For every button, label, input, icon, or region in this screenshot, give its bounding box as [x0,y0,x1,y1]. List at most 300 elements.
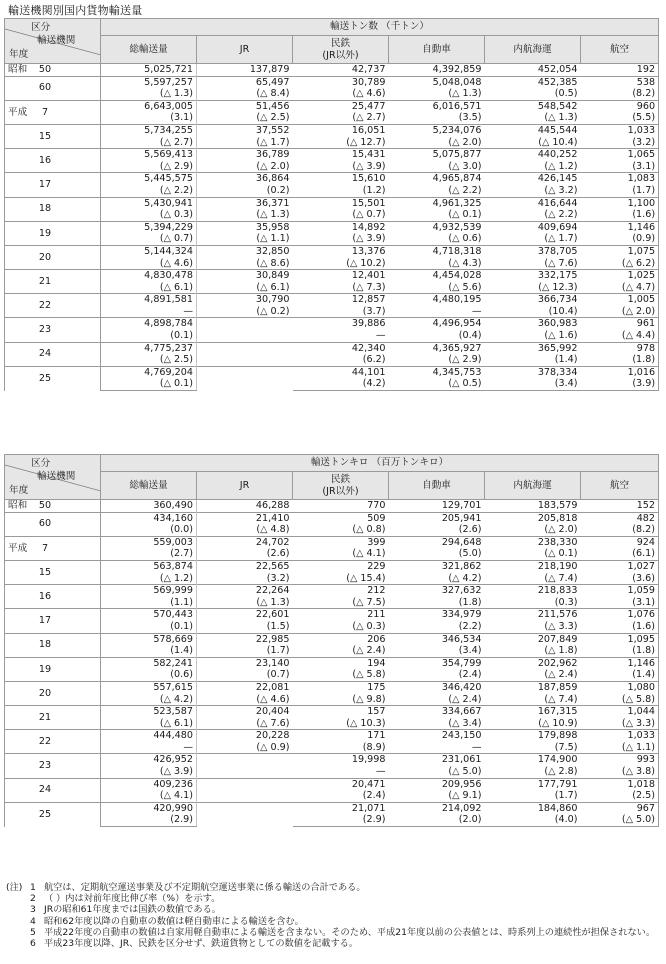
value-cell-jr: 46,288 [197,500,293,512]
change-cell-mintetsu: (2.4) [362,790,386,802]
fiscal-year-cell [5,802,101,826]
value-cell-coastal: 202,962 [485,657,581,669]
value-cell-jr [197,802,293,826]
table-row [5,730,659,742]
table-row [5,585,659,597]
change-cell-auto: (△ 3.4) [448,717,482,729]
change-cell-mintetsu: (1.2) [362,184,386,196]
year-number: 18 [38,203,52,215]
change-cell-mintetsu: (2.9) [293,814,389,826]
change-cell-coastal: (△ 2.0) [544,524,578,536]
footnote-text: 平成23年度以降、JR、民鉄を区分せず、鉄道貨物としての数値を記載する。 [44,938,359,950]
year-number: 16 [38,154,52,166]
value-cell-mintetsu: 20,471 [293,778,389,790]
footnote-text: JRの昭和61年度までは国鉄の数値である。 [44,904,221,916]
change-cell-total: (2.9) [101,814,197,826]
value-cell-total: 569,999 [101,585,197,597]
year-number: 18 [38,639,52,651]
footnote-number: 1 [30,882,36,893]
change-cell-coastal: (△ 3.3) [544,620,578,632]
column-header-coastal [485,472,581,500]
change-cell-coastal: (△ 7.6) [544,257,578,269]
change-cell-total: (△ 1.2) [101,573,197,585]
change-cell-auto: (△ 1.3) [448,88,482,100]
value-cell-jr: 22,601 [197,609,293,621]
year-number: 17 [38,179,52,191]
value-cell-mintetsu: 12,857 [293,294,389,306]
table-row [5,318,659,330]
value-cell-mintetsu: 12,401 [293,270,389,282]
column-header-mintetsu [293,36,389,64]
change-cell-total: (△ 2.5) [101,354,197,366]
change-cell-mintetsu: (△ 0.3) [352,620,386,632]
change-cell-coastal: (1.7) [554,790,578,802]
value-cell-auto: 205,941 [389,512,485,524]
column-header-total [101,36,197,64]
value-cell-total: 4,775,237 [101,342,197,354]
value-cell-total: 5,430,941 [101,197,197,209]
value-cell-auto: 327,632 [389,585,485,597]
change-cell-total: — [101,742,197,754]
change-cell-mintetsu: (6.2) [362,354,386,366]
column-header-label: 総輸送量 [129,479,168,491]
table-row [5,100,659,112]
column-header-jr [197,472,293,500]
change-cell-mintetsu: — [375,766,386,778]
change-row [5,378,659,390]
change-cell-jr: (△ 8.6) [256,257,290,269]
value-cell-coastal: 548,542 [485,100,581,112]
value-cell-mintetsu: 212 [293,585,389,597]
change-cell-jr: (△ 1.3) [256,209,290,221]
change-cell-jr: (1.5) [266,620,290,632]
value-cell-air: 1,027 [581,560,659,572]
value-cell-air: 1,146 [581,657,659,669]
value-cell-coastal: 184,860 [485,802,581,814]
value-cell-mintetsu: 399 [293,536,389,548]
fiscal-year-cell [5,294,101,318]
table-row [5,149,659,161]
value-cell-mintetsu: 211 [293,609,389,621]
value-cell-jr: 20,404 [197,706,293,718]
change-cell-auto: (△ 0.6) [448,233,482,245]
change-cell-air: (3.9) [581,378,659,390]
change-row [5,694,659,706]
column-header-total [101,472,197,500]
year-number: 24 [38,784,52,796]
year-number: 15 [38,130,52,142]
change-cell-coastal: (4.0) [485,814,581,826]
change-cell-auto: (1.8) [458,596,482,608]
table-row [5,536,659,548]
value-cell-auto: 231,061 [389,754,485,766]
table-row [5,270,659,282]
change-cell-air: (△ 6.2) [581,258,659,270]
change-cell-auto: (△ 2.0) [448,136,482,148]
era-name: 昭和 [8,500,28,511]
change-cell-mintetsu: — [375,330,386,342]
change-cell-coastal: (△ 2.8) [544,766,578,778]
footnote-number: 6 [30,938,36,950]
change-cell-total: (0.1) [101,621,197,633]
value-cell-auto: 214,092 [389,802,485,814]
value-cell-jr: 30,790 [197,294,293,306]
change-cell-air: (3.1) [581,597,659,609]
value-cell-coastal: 426,145 [485,173,581,185]
change-cell-total: (2.7) [101,548,197,560]
year-number: 50 [38,64,52,75]
value-cell-coastal: 360,983 [485,318,581,330]
value-cell-total: 4,891,581 [101,294,197,306]
value-cell-total: 570,443 [101,609,197,621]
table-row [5,633,659,645]
column-header-auto [389,36,485,64]
value-cell-jr: 20,228 [197,730,293,742]
change-cell-jr: (△ 1.7) [256,136,290,148]
change-cell-total: (△ 2.7) [101,137,197,149]
column-header-air [581,36,659,64]
footnotes [6,882,656,949]
table-row [5,366,659,378]
value-cell-air: 978 [581,342,659,354]
value-cell-coastal: 167,315 [485,706,581,718]
value-cell-coastal: 174,900 [485,754,581,766]
fiscal-year-cell [5,754,101,778]
change-cell-auto: (△ 5.6) [448,281,482,293]
value-cell-jr: 21,410 [197,512,293,524]
year-number: 7 [41,106,49,118]
fiscal-year-cell [5,366,101,390]
change-cell-mintetsu: (△ 10.2) [346,257,386,269]
table-row [5,754,659,766]
column-header-label: 民鉄 [330,473,351,485]
table-row [5,64,659,76]
value-cell-air: 1,016 [581,366,659,378]
value-cell-coastal: 179,898 [485,730,581,742]
change-cell-jr: (△ 1.1) [256,233,290,245]
change-cell-jr: (△ 2.0) [256,160,290,172]
table-row [5,500,659,512]
value-cell-coastal: 378,705 [485,245,581,257]
table-row [5,76,659,88]
table-row [5,560,659,572]
year-number: 22 [38,736,52,748]
change-row [5,645,659,657]
value-cell-mintetsu: 15,501 [293,197,389,209]
value-cell-auto: 346,534 [389,633,485,645]
footnote-number: 3 [30,904,36,916]
value-cell-coastal: 207,849 [485,633,581,645]
change-cell-mintetsu: (△ 4.1) [352,548,386,560]
footnote-number: 4 [30,915,36,927]
kubun-label: 区分 [31,22,51,33]
value-cell-auto: 4,345,753 [389,366,485,378]
change-cell-coastal: (△ 7.4) [544,693,578,705]
column-header-label: 内航海運 [513,43,552,55]
value-cell-jr [197,366,293,390]
change-cell-coastal: (△ 1.3) [544,112,578,124]
value-cell-total: 5,445,575 [101,173,197,185]
change-cell-air: (△ 2.0) [581,306,659,318]
fiscal-year-label: 年度 [9,485,29,496]
change-cell-jr: (△ 0.2) [256,305,290,317]
fiscal-year-cell [5,197,101,221]
change-cell-mintetsu: (3.7) [362,305,386,317]
change-cell-coastal: (△ 7.4) [544,572,578,584]
column-header-auto [389,472,485,500]
value-cell-jr: 22,565 [197,560,293,572]
year-number: 25 [38,808,52,820]
change-cell-coastal: (△ 2.2) [544,209,578,221]
column-header-coastal [485,36,581,64]
footnote-label [6,904,30,915]
value-cell-air: 967 [581,802,659,814]
value-cell-auto: 4,496,954 [389,318,485,330]
change-cell-auto: — [471,305,482,317]
change-row [5,573,659,585]
value-cell-coastal: 452,385 [485,76,581,88]
corner-header [5,455,101,500]
value-cell-total: 4,898,784 [101,318,197,330]
table-row [5,245,659,257]
change-cell-jr: (△ 2.5) [256,112,290,124]
change-cell-auto: (△ 5.0) [448,766,482,778]
value-cell-air: 1,033 [581,124,659,136]
change-row [5,766,659,778]
footnote-item [6,938,656,949]
change-cell-mintetsu: (△ 2.4) [352,645,386,657]
value-cell-air: 961 [581,318,659,330]
value-cell-coastal: 183,579 [485,500,581,512]
change-cell-air: (1.6) [581,621,659,633]
value-cell-jr: 37,552 [197,124,293,136]
change-cell-air: (1.7) [581,185,659,197]
value-cell-mintetsu: 770 [293,500,389,512]
value-cell-mintetsu: 171 [293,730,389,742]
year-number: 16 [38,590,52,602]
change-cell-mintetsu: (△ 7.5) [352,596,386,608]
value-cell-jr: 22,081 [197,681,293,693]
value-cell-mintetsu: 25,477 [293,100,389,112]
footnote-number: 2 [30,893,36,905]
year-number: 15 [38,566,52,578]
change-row [5,742,659,754]
fiscal-year-cell [5,245,101,269]
fiscal-year-label: 年度 [9,49,29,60]
value-cell-air: 1,018 [581,778,659,790]
value-cell-mintetsu: 42,340 [293,342,389,354]
table-row [5,706,659,718]
change-cell-air: (△ 1.1) [581,742,659,754]
table-row [5,197,659,209]
change-cell-air: (1.6) [581,209,659,221]
value-cell-auto: 321,862 [389,560,485,572]
change-cell-auto: (△ 2.2) [448,184,482,196]
value-cell-total: 582,241 [101,657,197,669]
value-cell-auto: 4,932,539 [389,221,485,233]
change-cell-air: (△ 3.3) [581,718,659,730]
footnote-text: 平成22年度の自動車の数値は自家用軽自動車による輸送を含まない。そのため、平成21年度以前の公表値とは、時系列上の連続性が担保されない。 [44,926,656,938]
change-cell-coastal: (△ 1.8) [544,645,578,657]
year-number: 25 [38,372,52,384]
fiscal-year-cell [5,76,101,100]
year-number: 17 [38,615,52,627]
value-cell-coastal: 218,190 [485,560,581,572]
change-cell-mintetsu: (8.9) [362,741,386,753]
change-cell-total: (3.1) [101,112,197,124]
value-cell-mintetsu: 14,892 [293,221,389,233]
change-cell-auto: (3.4) [458,645,482,657]
fiscal-year-cell [5,512,101,536]
change-cell-auto: (3.5) [458,112,482,124]
value-cell-auto: 4,454,028 [389,270,485,282]
change-cell-mintetsu: (△ 2.7) [352,112,386,124]
column-header-air [581,472,659,500]
value-cell-mintetsu: 44,101 [293,366,389,378]
change-cell-jr: (△ 6.1) [256,281,290,293]
value-cell-auto: 334,979 [389,609,485,621]
transport-mode-label: 輸送機関 [37,471,76,482]
value-cell-coastal: 205,818 [485,512,581,524]
change-row [5,88,659,100]
year-number: 21 [38,711,52,723]
change-cell-auto: (△ 0.5) [389,378,485,390]
year-number: 23 [38,760,52,772]
fiscal-year-cell [5,100,101,124]
change-cell-auto: (0.4) [458,330,482,342]
footnote-text: 航空は、定期航空運送事業及び不定期航空運送事業に係る輸送の合計である。 [44,882,366,893]
change-row [5,161,659,173]
year-number: 20 [38,687,52,699]
value-cell-jr: 22,985 [197,633,293,645]
value-cell-auto: 209,956 [389,778,485,790]
change-cell-air: (5.5) [581,112,659,124]
value-cell-jr: 36,371 [197,197,293,209]
year-number: 20 [38,251,52,263]
change-row [5,282,659,294]
footnote-text: 昭和62年度以降の自動車の数値は軽自動車による輸送を含む。 [44,915,304,927]
change-row [5,233,659,245]
change-cell-mintetsu: (△ 5.8) [352,669,386,681]
fiscal-year-cell [5,633,101,657]
value-cell-air: 1,146 [581,221,659,233]
value-cell-coastal: 211,576 [485,609,581,621]
change-cell-jr: (△ 1.3) [256,596,290,608]
change-row [5,621,659,633]
change-cell-mintetsu: (△ 10.3) [346,717,386,729]
change-cell-coastal: (0.5) [554,88,578,100]
footnote-item [6,882,656,893]
fiscal-year-cell [5,585,101,609]
change-cell-mintetsu: (△ 0.7) [352,209,386,221]
value-cell-coastal: 378,334 [485,366,581,378]
change-row [5,524,659,536]
value-cell-auto: 6,016,571 [389,100,485,112]
fiscal-year-cell [5,124,101,148]
corner-header [5,19,101,64]
change-cell-auto: (2.6) [458,524,482,536]
value-cell-total: 557,615 [101,681,197,693]
change-cell-mintetsu: (△ 15.4) [346,572,386,584]
column-header-jr [197,36,293,64]
fiscal-year-cell [5,560,101,584]
change-cell-auto: (△ 4.2) [448,572,482,584]
table-row [5,221,659,233]
change-cell-air: (3.6) [581,573,659,585]
value-cell-total: 5,025,721 [101,64,197,76]
table-row [5,173,659,185]
change-cell-total: (1.1) [101,597,197,609]
fiscal-year-cell [5,149,101,173]
change-cell-auto: (2.2) [458,620,482,632]
column-header-label: 航空 [609,43,630,55]
value-cell-total: 444,480 [101,730,197,742]
value-cell-mintetsu: 39,886 [293,318,389,330]
change-cell-air: (1.4) [581,669,659,681]
change-cell-mintetsu: (△ 0.8) [352,524,386,536]
fiscal-year-cell [5,270,101,294]
value-cell-total: 5,597,257 [101,76,197,88]
change-cell-jr: (0.7) [266,669,290,681]
measure-header: 輸送トン数 （千トン） [101,19,659,36]
column-header-label: 航空 [609,479,630,491]
change-row [5,137,659,149]
footnote-number: 5 [30,926,36,938]
change-cell-mintetsu: (△ 3.9) [352,160,386,172]
value-cell-mintetsu: 157 [293,706,389,718]
column-header-label: 自動車 [422,43,451,55]
value-cell-air: 924 [581,536,659,548]
change-cell-auto: (△ 2.4) [448,693,482,705]
value-cell-jr: 24,702 [197,536,293,548]
change-cell-mintetsu: (△ 4.6) [352,88,386,100]
value-cell-jr: 137,879 [197,64,293,76]
change-cell-auto: (△ 0.1) [448,209,482,221]
value-cell-auto: 4,961,325 [389,197,485,209]
table-row [5,294,659,306]
page-title: 輸送機関別国内貨物輸送量 [8,4,143,17]
value-cell-jr [197,778,293,802]
fiscal-year-cell [5,609,101,633]
fiscal-year-cell [5,778,101,802]
column-header-sublabel: (JR以外) [322,485,359,497]
table-row [5,802,659,814]
change-row [5,185,659,197]
value-cell-auto: 334,667 [389,706,485,718]
value-cell-total: 5,734,255 [101,124,197,136]
change-cell-total: (△ 2.9) [101,161,197,173]
footnote-label: (注) [6,882,23,893]
value-cell-total: 5,394,229 [101,221,197,233]
change-cell-total: (0.6) [101,669,197,681]
value-cell-air: 152 [581,500,659,512]
value-cell-auto: 4,392,859 [389,64,485,76]
column-header-label: 総輸送量 [129,43,168,55]
value-cell-total: 523,587 [101,706,197,718]
footnote-item [6,893,656,904]
change-cell-auto: (△ 9.1) [448,790,482,802]
value-cell-total: 5,144,324 [101,245,197,257]
fiscal-year-cell [5,706,101,730]
ton-km-table [4,454,659,827]
footnote-text: （ ）内は対前年度比伸び率（%）を示す。 [44,893,221,905]
value-cell-air: 1,025 [581,270,659,282]
value-cell-total: 5,569,413 [101,149,197,161]
year-number: 50 [38,500,52,511]
table-row [5,657,659,669]
change-cell-auto: (2.4) [458,669,482,681]
value-cell-mintetsu: 15,431 [293,149,389,161]
